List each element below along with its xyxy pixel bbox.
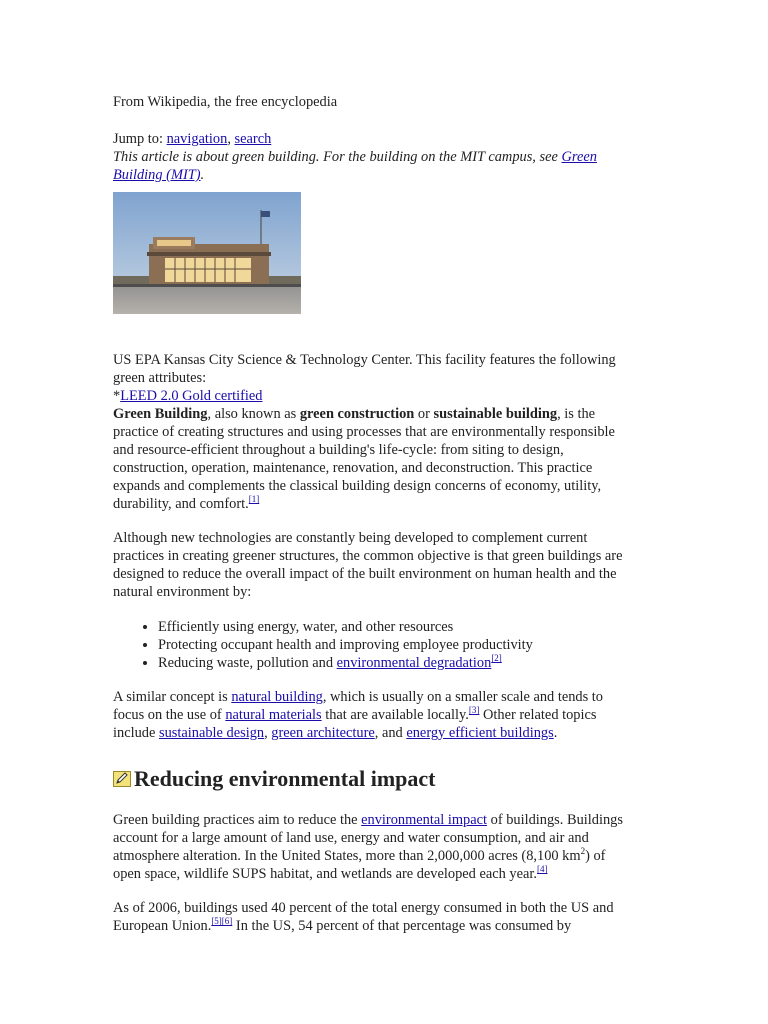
objectives-list [113, 618, 633, 672]
hatnote-end: . [200, 167, 205, 183]
leed-link[interactable]: LEED 2.0 Gold certified [120, 388, 263, 404]
para3-text-1: A similar concept is [113, 689, 232, 705]
ref-2-link[interactable]: [2] [491, 653, 502, 663]
section-title: Reducing environmental impact [134, 766, 436, 791]
environmental-degradation-link[interactable]: environmental degradation [336, 655, 492, 671]
km-squared-sup: 2 [580, 846, 586, 856]
intro-text-2: or [414, 406, 434, 422]
list-item: • Efficiently using energy, water, and other resources [158, 618, 633, 636]
caption-text: US EPA Kansas City Science & Technology Center. This facility features the following green attributes: [113, 352, 616, 386]
list-item [158, 654, 633, 672]
ref-4-link[interactable]: [4] [536, 864, 548, 874]
section-heading [113, 766, 633, 792]
edit-pencil-icon[interactable] [113, 771, 131, 787]
jump-separator: , [227, 131, 235, 147]
para3-text-7: . [553, 725, 558, 741]
environmental-impact-link[interactable]: environmental impact [361, 812, 488, 828]
jump-prefix: Jump to: [113, 131, 167, 147]
para3-text-6: , and [374, 725, 407, 741]
energy-paragraph [113, 899, 633, 935]
hatnote [113, 148, 633, 184]
list-item: • Protecting occupant health and improving employee productivity [158, 636, 633, 654]
caption-star: * [113, 388, 121, 404]
site-tagline: From Wikipedia, the free encyclopedia [113, 94, 338, 110]
similar-concept-paragraph [113, 688, 633, 742]
jump-links [113, 130, 633, 148]
sustainable-design-link[interactable]: sustainable design [158, 725, 265, 741]
search-link[interactable]: search [234, 131, 272, 147]
objective-paragraph: Although new technologies are constantly being developed to complement current practices in creating greener structures, the common objective is that green buildings are designed to reduce the overall impact of the built environment on human health and the natural environment by: [113, 530, 623, 600]
term-sustainable-building: sustainable building [433, 406, 558, 422]
para3-text-3: that are available locally. [321, 707, 469, 723]
natural-building-link[interactable]: natural building [231, 689, 323, 705]
intro-text-1: , also known as [207, 406, 300, 422]
energy-efficient-buildings-link[interactable]: energy efficient buildings [406, 725, 554, 741]
green-architecture-link[interactable]: green architecture [271, 725, 375, 741]
para3-text-5: , [264, 725, 272, 741]
para4-text-2: of buildings. Buildings account for a large amount of land use, energy and water consumption, and air and atmosphere alteration. In the United States, more than 2,000,000 acres (8,100 km [113, 812, 623, 864]
ref-1-link[interactable]: [1] [248, 494, 260, 504]
intro-paragraph [113, 405, 633, 513]
image-caption [113, 351, 633, 405]
hatnote-text: This article is about green building. For the building on the MIT campus, see [113, 149, 562, 165]
ref-3-link[interactable]: [3] [468, 705, 480, 715]
ref-5-6-link[interactable]: [5][6] [211, 916, 233, 926]
intro-text-3: , is the practice of creating structures and using processes that are environmentally responsible and resource-efficient throughout a building's life-cycle: from siting to design, construction, operation, maintenance, renovation, and deconstruction. This practice expands and complements the classical building design concerns of economy, utility, durability, and comfort. [113, 406, 615, 512]
para3-text-4: Other related topics include [113, 707, 597, 741]
list-item-text: Reducing waste, pollution and [158, 655, 337, 671]
building-photo[interactable] [113, 192, 301, 314]
green-building-mit-link[interactable]: Green Building (MIT) [113, 149, 597, 183]
natural-materials-link[interactable]: natural materials [225, 707, 322, 723]
para5-text-1: As of 2006, buildings used 40 percent of the total energy consumed in both the US and European Union. [113, 900, 614, 934]
article-content [113, 91, 633, 935]
para5-text-2: In the US, 54 percent of that percentage was consumed by [232, 918, 572, 934]
term-green-construction: green construction [299, 406, 415, 422]
para3-text-2: , which is usually on a smaller scale and tends to focus on the use of [113, 689, 603, 723]
para4-text-3: ) of open space, wildlife SUPS habitat, and wetlands are developed each year. [113, 848, 606, 882]
impact-paragraph [113, 811, 633, 883]
navigation-link[interactable]: navigation [166, 131, 228, 147]
term-green-building: Green Building [113, 406, 208, 422]
para4-text-1: Green building practices aim to reduce the [113, 812, 362, 828]
